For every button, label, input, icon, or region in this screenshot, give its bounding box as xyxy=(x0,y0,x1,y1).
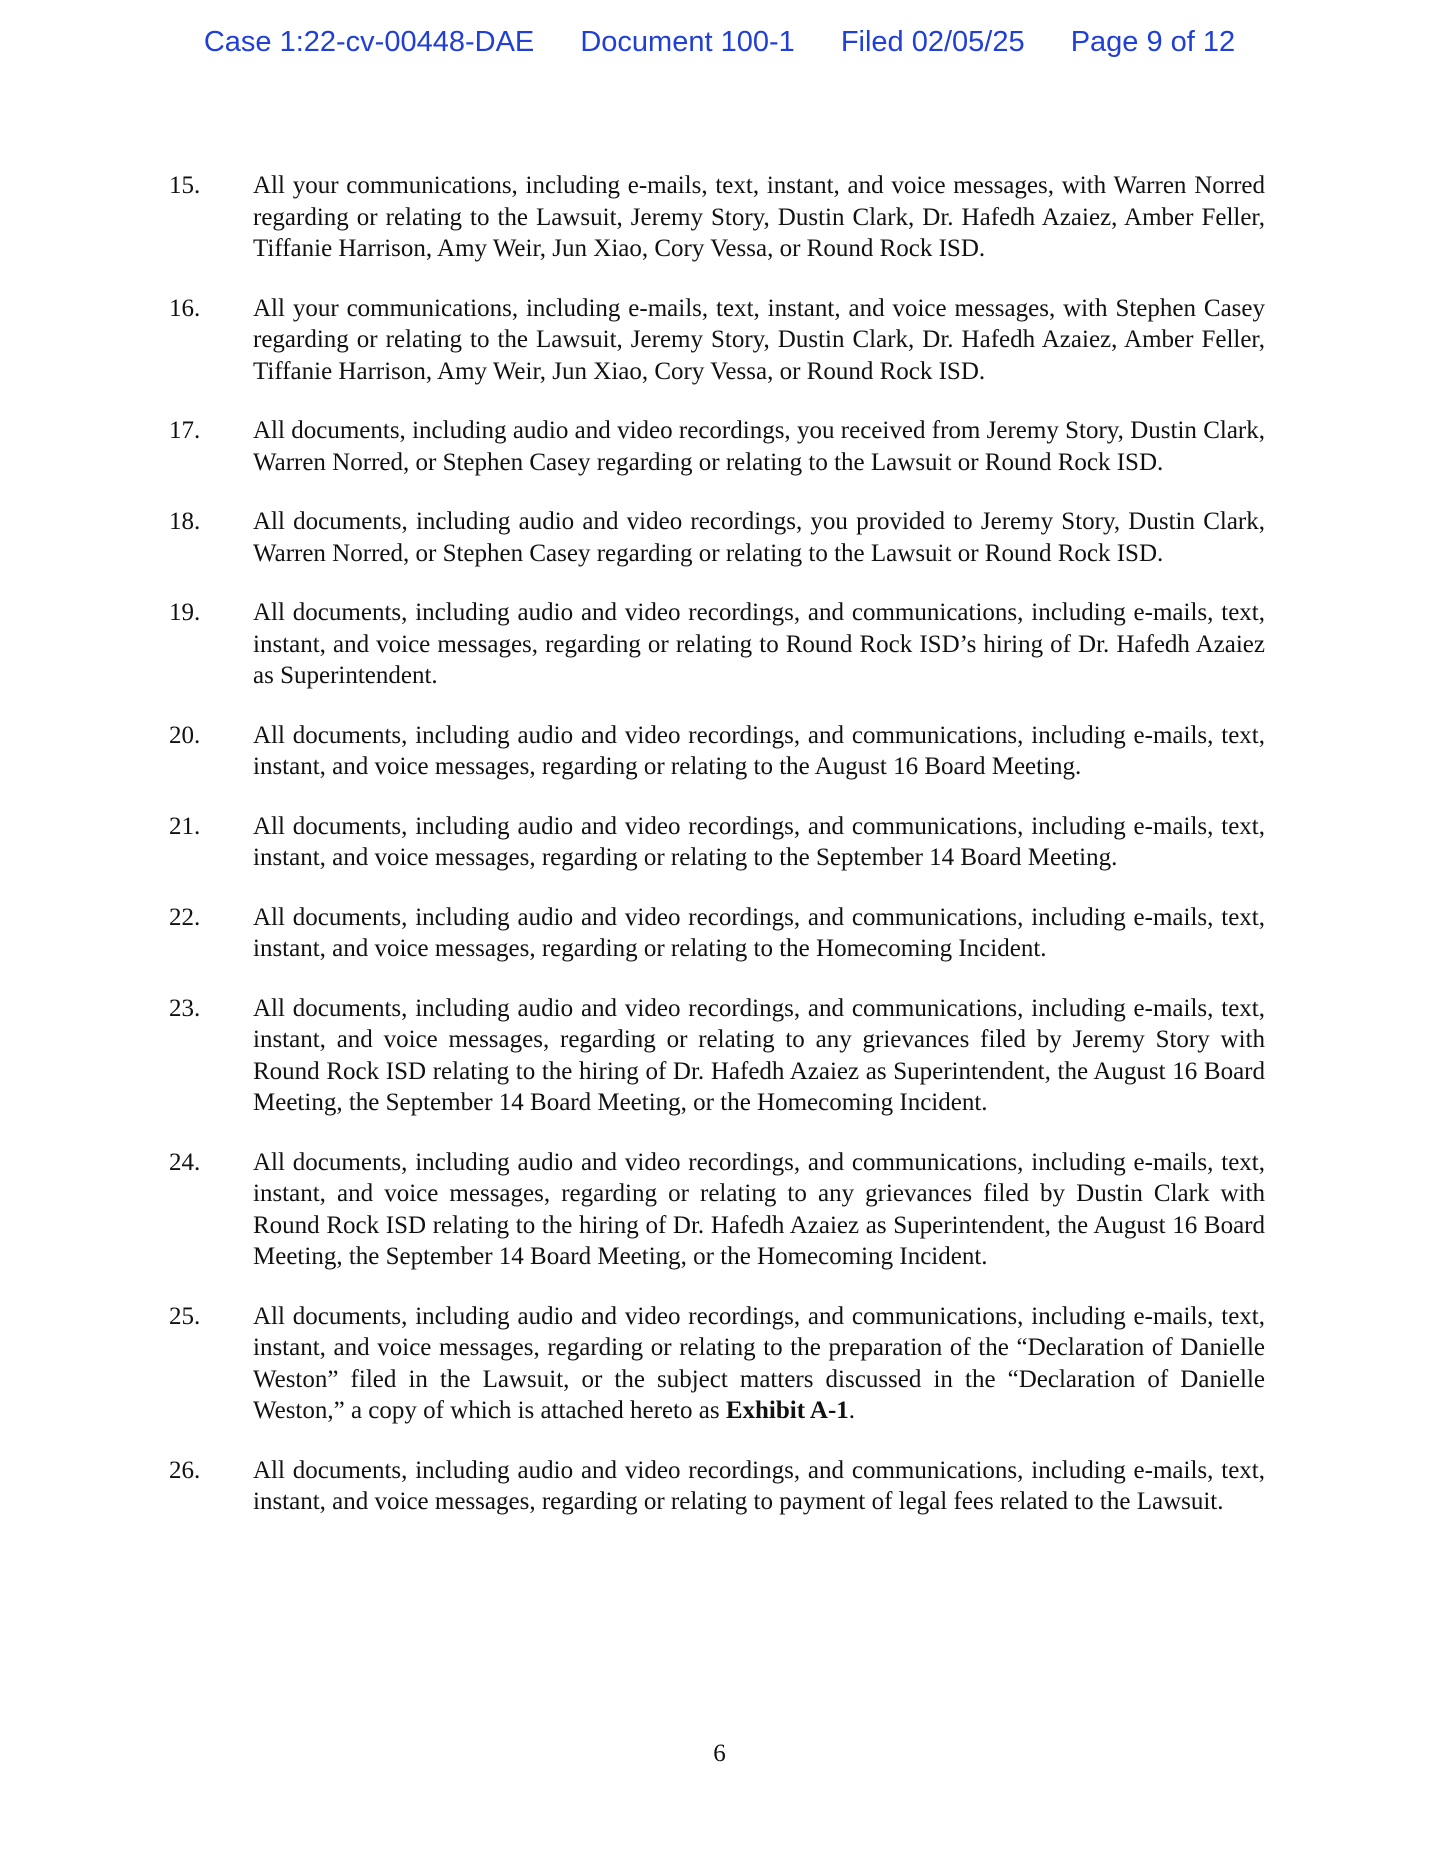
request-item xyxy=(0,1147,1439,1273)
item-text: All documents, including audio and video recordings, and communications, including e-mails, text, instant, and voice messages, regarding or relating to the Homecoming Incident. xyxy=(253,903,1265,962)
item-text: All documents, including audio and video recordings, and communications, including e-mails, text, instant, and voice messages, regarding or relating to the September 14 Board Meeting. xyxy=(253,812,1265,871)
request-list xyxy=(0,170,1439,1546)
item-number: 16. xyxy=(169,294,201,322)
item-number: 25. xyxy=(169,1302,201,1330)
item-text: All documents, including audio and video recordings, and communications, including e-mails, text, instant, and voice messages, regarding or relating to payment of legal fees related to the Lawsuit. xyxy=(253,1456,1265,1515)
filed-date: Filed 02/05/25 xyxy=(840,26,1025,58)
item-number: 23. xyxy=(169,994,201,1022)
request-item xyxy=(0,720,1439,783)
page-number: 6 xyxy=(713,1740,726,1767)
document-number: Document 100-1 xyxy=(580,26,795,58)
page-indicator: Page 9 of 12 xyxy=(1070,26,1236,58)
exhibit-reference: Exhibit A-1 xyxy=(725,1397,849,1424)
item-text: All your communications, including e-mails, text, instant, and voice messages, with Warren Norred regarding or relating to the Lawsuit, Jeremy Story, Dustin Clark, Dr. Hafedh Azaiez, Amber Feller, Tiffanie Harrison, Amy Weir, Jun Xiao, Cory Vessa, or Round Rock ISD. xyxy=(253,172,1265,262)
item-text-tail: . xyxy=(848,1397,856,1424)
item-number: 15. xyxy=(169,172,201,199)
request-item xyxy=(0,811,1439,874)
item-number: 20. xyxy=(169,721,201,749)
request-item xyxy=(0,293,1439,388)
request-item xyxy=(0,1301,1439,1427)
request-item xyxy=(0,415,1439,478)
case-header xyxy=(0,26,1439,59)
item-number: 21. xyxy=(169,812,201,840)
request-item xyxy=(0,902,1439,965)
item-text: All documents, including audio and video recordings, and communications, including e-mails, text, instant, and voice messages, regarding or relating to Round Rock ISD’s hiring of Dr. Hafedh Azaiez as Superintendent. xyxy=(253,599,1265,689)
item-text: All documents, including audio and video recordings, you provided to Jeremy Story, Dustin Clark, Warren Norred, or Stephen Casey regarding or relating to the Lawsuit or Round Rock ISD. xyxy=(253,508,1265,567)
item-number: 22. xyxy=(169,903,201,931)
request-item xyxy=(0,170,1439,265)
request-item xyxy=(0,597,1439,692)
case-number: Case 1:22-cv-00448-DAE xyxy=(203,26,535,58)
request-item xyxy=(0,993,1439,1119)
request-item xyxy=(0,1455,1439,1518)
request-item xyxy=(0,506,1439,569)
item-number: 26. xyxy=(169,1456,201,1484)
item-number: 18. xyxy=(169,508,201,535)
item-text: All documents, including audio and video recordings, and communications, including e-mails, text, instant, and voice messages, regarding or relating to any grievances filed by Dustin Clark with Round Rock ISD relating to the hiring of Dr. Hafedh Azaiez as Superintendent, the August 16 Board Meeting, the September 14 Board Meeting, or the Homecoming Incident. xyxy=(253,1148,1265,1270)
item-number: 24. xyxy=(169,1148,201,1176)
item-number: 17. xyxy=(169,417,201,444)
item-text: All documents, including audio and video recordings, and communications, including e-mails, text, instant, and voice messages, regarding or relating to any grievances filed by Jeremy Story with Round Rock ISD relating to the hiring of Dr. Hafedh Azaiez as Superintendent, the August 16 Board Meeting, the September 14 Board Meeting, or the Homecoming Incident. xyxy=(253,994,1265,1116)
item-text-body: All documents, including audio and video recordings, and communications, including e-mails, text, instant, and voice messages, regarding or relating to the preparation of the “Declaration of Danielle Weston” filed in the Lawsuit, or the subject matters discussed in the “Declaration of Danielle Weston,” a copy of which is attached hereto as xyxy=(253,1302,1265,1424)
item-text: All your communications, including e-mails, text, instant, and voice messages, with Stephen Casey regarding or relating to the Lawsuit, Jeremy Story, Dustin Clark, Dr. Hafedh Azaiez, Amber Feller, Tiffanie Harrison, Amy Weir, Jun Xiao, Cory Vessa, or Round Rock ISD. xyxy=(253,294,1265,385)
item-number: 19. xyxy=(169,599,201,626)
item-text xyxy=(253,1301,1265,1427)
item-text: All documents, including audio and video recordings, and communications, including e-mails, text, instant, and voice messages, regarding or relating to the August 16 Board Meeting. xyxy=(253,721,1265,780)
item-text: All documents, including audio and video recordings, you received from Jeremy Story, Dustin Clark, Warren Norred, or Stephen Casey regarding or relating to the Lawsuit or Round Rock ISD. xyxy=(253,417,1265,476)
